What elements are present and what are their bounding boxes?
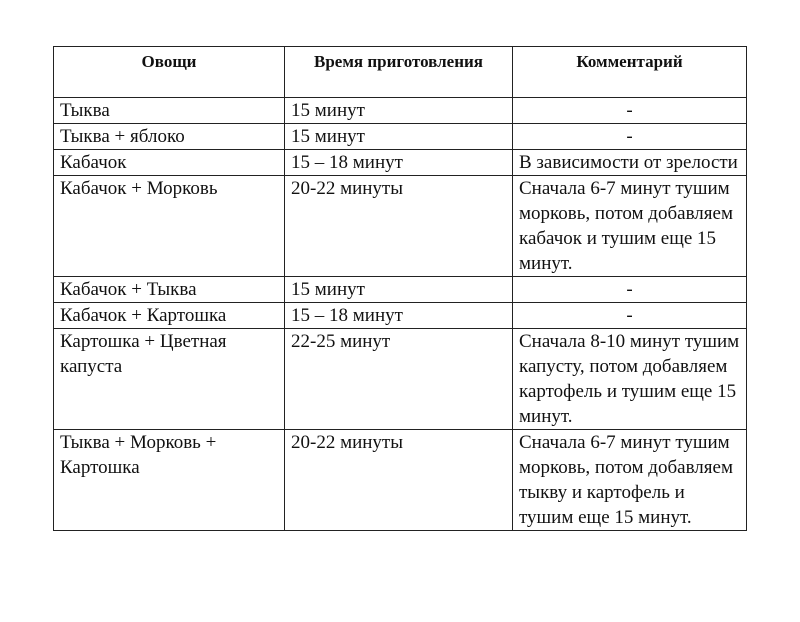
header-comment: Комментарий <box>513 47 747 98</box>
table-row <box>54 98 747 124</box>
cooking-time-table <box>53 46 747 531</box>
table-row <box>54 150 747 176</box>
cell-vegetables: Кабачок + Картошка <box>54 303 285 329</box>
cell-vegetables: Картошка + Цветная капуста <box>54 329 285 430</box>
cell-vegetables: Кабачок + Тыква <box>54 277 285 303</box>
cell-comment: Сначала 8-10 минут тушим капусту, потом добавляем картофель и тушим еще 15 минут. <box>513 329 747 430</box>
cell-comment: - <box>513 98 747 124</box>
cell-comment: - <box>513 303 747 329</box>
cell-time: 15 минут <box>285 124 513 150</box>
cell-vegetables: Тыква <box>54 98 285 124</box>
table-row <box>54 303 747 329</box>
cell-time: 15 минут <box>285 277 513 303</box>
cell-time: 15 – 18 минут <box>285 150 513 176</box>
table-row <box>54 430 747 531</box>
header-time: Время приготовления <box>285 47 513 98</box>
cell-comment: Сначала 6-7 минут тушим морковь, потом добавляем тыкву и картофель и тушим еще 15 минут. <box>513 430 747 531</box>
cell-comment: - <box>513 124 747 150</box>
cell-vegetables: Тыква + яблоко <box>54 124 285 150</box>
table-row <box>54 176 747 277</box>
cell-comment: Сначала 6-7 минут тушим морковь, потом добавляем кабачок и тушим еще 15 минут. <box>513 176 747 277</box>
cell-comment: В зависимости от зрелости <box>513 150 747 176</box>
header-vegetables: Овощи <box>54 47 285 98</box>
table-row <box>54 277 747 303</box>
cell-time: 15 – 18 минут <box>285 303 513 329</box>
cell-vegetables: Тыква + Морковь + Картошка <box>54 430 285 531</box>
cell-vegetables: Кабачок + Морковь <box>54 176 285 277</box>
table-header-row <box>54 47 747 98</box>
cell-time: 20-22 минуты <box>285 176 513 277</box>
table-row <box>54 124 747 150</box>
cell-time: 15 минут <box>285 98 513 124</box>
cell-time: 22-25 минут <box>285 329 513 430</box>
cell-vegetables: Кабачок <box>54 150 285 176</box>
document-page <box>53 46 747 531</box>
cell-comment: - <box>513 277 747 303</box>
table-row <box>54 329 747 430</box>
cell-time: 20-22 минуты <box>285 430 513 531</box>
